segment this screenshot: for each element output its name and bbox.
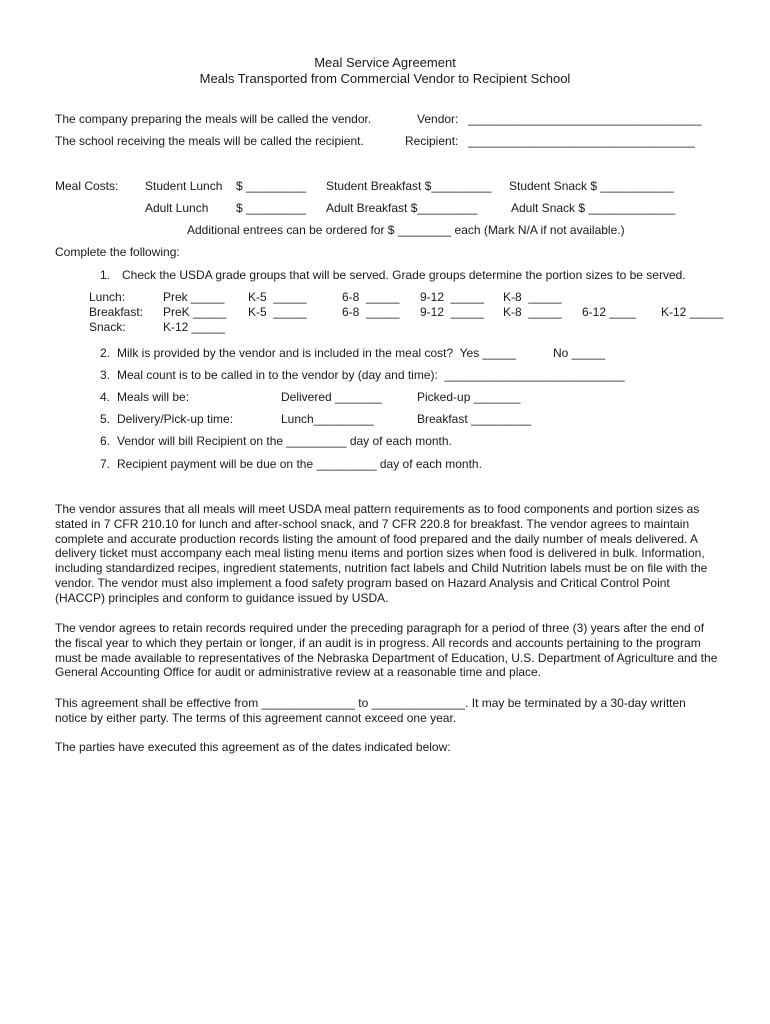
vendor-definition: The company preparing the meals will be called the vendor.	[55, 112, 372, 126]
item-5-text: Delivery/Pick-up time:	[117, 412, 234, 426]
breakfast-grade: 6-12 ____	[582, 305, 637, 319]
item-4-number: 4.	[100, 390, 111, 404]
vendor-blank: ___________________________________	[468, 112, 702, 126]
student-snack-field: Student Snack $ ___________	[509, 179, 674, 193]
adult-snack-field: Adult Snack $ _____________	[511, 201, 676, 215]
item-1-number: 1.	[100, 268, 111, 282]
lunch-grade: K-8 _____	[503, 290, 562, 304]
item-6-number: 6.	[100, 434, 111, 448]
lunch-grade: Prek _____	[163, 290, 225, 304]
recipient-blank: __________________________________	[468, 134, 695, 148]
breakfast-grade: 6-8 _____	[342, 305, 400, 319]
adult-breakfast-field: Adult Breakfast $_________	[326, 201, 478, 215]
item-3-number: 3.	[100, 368, 111, 382]
breakfast-grade: K-5 _____	[248, 305, 307, 319]
document-subtitle: Meals Transported from Commercial Vendor to Recipient School	[199, 71, 571, 86]
recipient-label: Recipient:	[405, 134, 459, 148]
item-5-lunch: Lunch_________	[281, 412, 374, 426]
item-7-text: Recipient payment will be due on the _________ day of each month.	[117, 457, 482, 471]
lunch-grade: 9-12 _____	[420, 290, 485, 304]
item-2-no: No _____	[553, 346, 606, 360]
student-breakfast-field: Student Breakfast $_________	[326, 179, 492, 193]
student-lunch-blank: $ _________	[236, 179, 307, 193]
recipient-definition: The school receiving the meals will be called the recipient.	[55, 134, 364, 148]
item-6-text: Vendor will bill Recipient on the _________ day of each month.	[117, 434, 452, 448]
item-1-text: Check the USDA grade groups that will be served. Grade groups determine the portion sizes to be served.	[122, 268, 686, 282]
adult-lunch-blank: $ _________	[236, 201, 307, 215]
lunch-label: Lunch:	[89, 290, 126, 304]
snack-grade: K-12 _____	[163, 320, 226, 334]
breakfast-label: Breakfast:	[89, 305, 144, 319]
lunch-grade: 6-8 _____	[342, 290, 400, 304]
paragraph-records: The vendor agrees to retain records required under the preceding paragraph for a period of three (3) years after the end of the fiscal year to which they pertain or longer, if an audit is in progress. All records and accounts pertaining to the program must be made available to representatives of the Nebraska Department of Education, U.S. Department of Agriculture and the General Accounting Office for audit or administrative review at a reasonable time and place.	[55, 621, 718, 680]
breakfast-grade: K-8 _____	[503, 305, 562, 319]
additional-entrees: Additional entrees can be ordered for $ ________ each (Mark N/A if not available.)	[187, 223, 625, 237]
item-5-number: 5.	[100, 412, 111, 426]
item-4-delivered: Delivered _______	[281, 390, 382, 404]
item-3-text: Meal count is to be called in to the vendor by (day and time): ___________________________	[117, 368, 625, 382]
adult-lunch-label: Adult Lunch	[145, 201, 209, 215]
breakfast-grade: K-12 _____	[661, 305, 724, 319]
document-title: Meal Service Agreement	[314, 55, 456, 70]
item-4-pickedup: Picked-up _______	[417, 390, 521, 404]
item-2-text: Milk is provided by the vendor and is included in the meal cost? Yes _____	[117, 346, 516, 360]
paragraph-meal-standards: The vendor assures that all meals will meet USDA meal pattern requirements as to food components and portion sizes as stated in 7 CFR 210.10 for lunch and after-school snack, and 7 CFR 220.8 for breakfast. The vendor agrees to maintain complete and accurate production records listing the amount of food prepared and the daily number of meals delivered. A delivery ticket must accompany each meal listing menu items and portion sizes when food is delivered in bulk. Information, including standardized recipes, ingredient statements, nutrition fact labels and Child Nutrition labels must be on file with the vendor. The vendor must also implement a food safety program based on Hazard Analysis and Critical Control Point (HACCP) principles and conform to guidance issued by USDA.	[55, 502, 708, 605]
student-lunch-label: Student Lunch	[145, 179, 223, 193]
lunch-grade: K-5 _____	[248, 290, 307, 304]
item-7-number: 7.	[100, 457, 111, 471]
complete-following-label: Complete the following:	[55, 245, 180, 259]
paragraph-execution: The parties have executed this agreement as of the dates indicated below:	[55, 740, 451, 754]
breakfast-grade: PreK _____	[163, 305, 227, 319]
item-5-breakfast: Breakfast _________	[417, 412, 532, 426]
meal-costs-label: Meal Costs:	[55, 179, 119, 193]
item-4-text: Meals will be:	[117, 390, 190, 404]
paragraph-term: This agreement shall be effective from ______________ to ______________. It may be terminated by a 30-day written notice by either party. The terms of this agreement cannot exceed one year.	[55, 696, 686, 725]
snack-label: Snack:	[89, 320, 126, 334]
item-2-number: 2.	[100, 346, 111, 360]
vendor-label: Vendor:	[417, 112, 459, 126]
breakfast-grade: 9-12 _____	[420, 305, 485, 319]
